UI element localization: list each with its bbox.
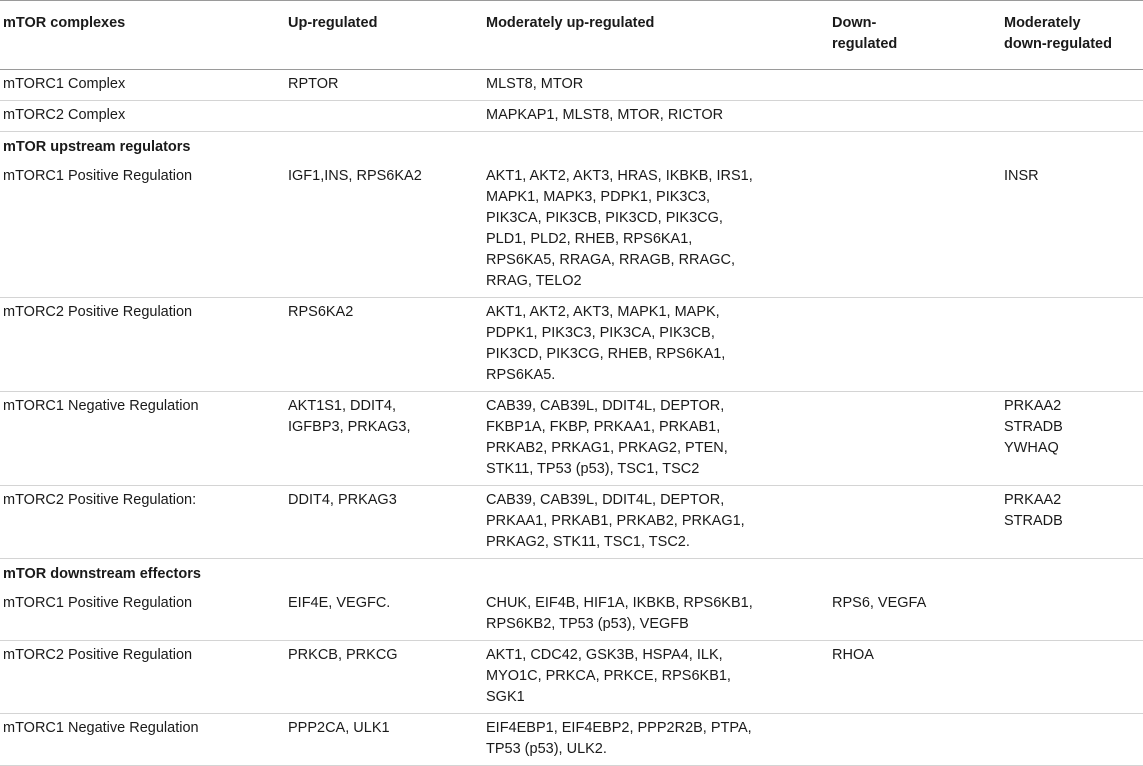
table-cell: mTORC2 Positive Regulation (0, 641, 284, 714)
table-cell (1000, 714, 1143, 766)
table-row (0, 486, 1143, 559)
table-cell (828, 70, 1000, 101)
table-cell (828, 298, 1000, 392)
table-cell: mTORC1 Negative Regulation (0, 392, 284, 486)
table-cell: CAB39, CAB39L, DDIT4L, DEPTOR, PRKAA1, PRKAB1, PRKAB2, PRKAG1, PRKAG2, STK11, TSC1, TSC2. (482, 486, 828, 559)
table-cell: RPTOR (284, 70, 482, 101)
section-header-row (0, 132, 1143, 163)
table-cell: PRKAA2 STRADB YWHAQ (1000, 392, 1143, 486)
table-cell: DDIT4, PRKAG3 (284, 486, 482, 559)
table-cell (828, 392, 1000, 486)
table-cell: RHOA (828, 641, 1000, 714)
table-body (0, 70, 1143, 766)
table-cell (828, 486, 1000, 559)
table-cell: EIF4E, VEGFC. (284, 589, 482, 641)
table-cell: AKT1, CDC42, GSK3B, HSPA4, ILK, MYO1C, PRKCA, PRKCE, RPS6KB1, SGK1 (482, 641, 828, 714)
table-cell (828, 101, 1000, 132)
table-cell: mTORC2 Positive Regulation: (0, 486, 284, 559)
table-cell (828, 714, 1000, 766)
table-cell: mTORC1 Negative Regulation (0, 714, 284, 766)
table-cell (1000, 101, 1143, 132)
table-cell: CHUK, EIF4B, HIF1A, IKBKB, RPS6KB1, RPS6KB2, TP53 (p53), VEGFB (482, 589, 828, 641)
section-title: mTOR upstream regulators (3, 139, 191, 155)
table-cell (1000, 641, 1143, 714)
table-cell: mTORC2 Positive Regulation (0, 298, 284, 392)
table-cell: EIF4EBP1, EIF4EBP2, PPP2R2B, PTPA, TP53 (p53), ULK2. (482, 714, 828, 766)
table-row (0, 714, 1143, 766)
table-row (0, 589, 1143, 641)
table-cell (1000, 70, 1143, 101)
table-row (0, 70, 1143, 101)
header-cell: Moderately up-regulated (482, 1, 828, 70)
table-cell: RPS6KA2 (284, 298, 482, 392)
table-cell: mTORC1 Complex (0, 70, 284, 101)
header-cell: Down- regulated (828, 1, 1000, 70)
table-row (0, 162, 1143, 298)
table-cell: mTORC1 Positive Regulation (0, 162, 284, 298)
table-cell: MAPKAP1, MLST8, MTOR, RICTOR (482, 101, 828, 132)
table-cell (1000, 298, 1143, 392)
header-row (0, 1, 1143, 70)
section-title: mTOR downstream effectors (3, 566, 201, 582)
table-cell: AKT1, AKT2, AKT3, MAPK1, MAPK, PDPK1, PIK3C3, PIK3CA, PIK3CB, PIK3CD, PIK3CG, RHEB, RPS6KA1, RPS6KA5. (482, 298, 828, 392)
table-cell: AKT1S1, DDIT4, IGFBP3, PRKAG3, (284, 392, 482, 486)
table-cell: RPS6, VEGFA (828, 589, 1000, 641)
table-cell: MLST8, MTOR (482, 70, 828, 101)
table-row (0, 298, 1143, 392)
table-row (0, 101, 1143, 132)
header-cell: Up-regulated (284, 1, 482, 70)
table-cell: mTORC2 Complex (0, 101, 284, 132)
header-cell: Moderately down-regulated (1000, 1, 1143, 70)
table-cell: PPP2CA, ULK1 (284, 714, 482, 766)
table-cell: INSR (1000, 162, 1143, 298)
table-cell (284, 101, 482, 132)
table-cell (1000, 589, 1143, 641)
table-cell: AKT1, AKT2, AKT3, HRAS, IKBKB, IRS1, MAPK1, MAPK3, PDPK1, PIK3C3, PIK3CA, PIK3CB, PIK3CD, PIK3CG, PLD1, PLD2, RHEB, RPS6KA1, RPS6KA5, RRAGA, RRAGB, RRAGC, RRAG, TELO2 (482, 162, 828, 298)
table-row (0, 641, 1143, 714)
table-row (0, 392, 1143, 486)
table-cell: PRKAA2 STRADB (1000, 486, 1143, 559)
table-cell: mTORC1 Positive Regulation (0, 589, 284, 641)
header-cell: mTOR complexes (0, 1, 284, 70)
table-cell: IGF1,INS, RPS6KA2 (284, 162, 482, 298)
table-cell: PRKCB, PRKCG (284, 641, 482, 714)
table-cell (828, 162, 1000, 298)
section-header-row (0, 559, 1143, 590)
table-cell: CAB39, CAB39L, DDIT4L, DEPTOR, FKBP1A, FKBP, PRKAA1, PRKAB1, PRKAB2, PRKAG1, PRKAG2, PTEN, STK11, TP53 (p53), TSC1, TSC2 (482, 392, 828, 486)
